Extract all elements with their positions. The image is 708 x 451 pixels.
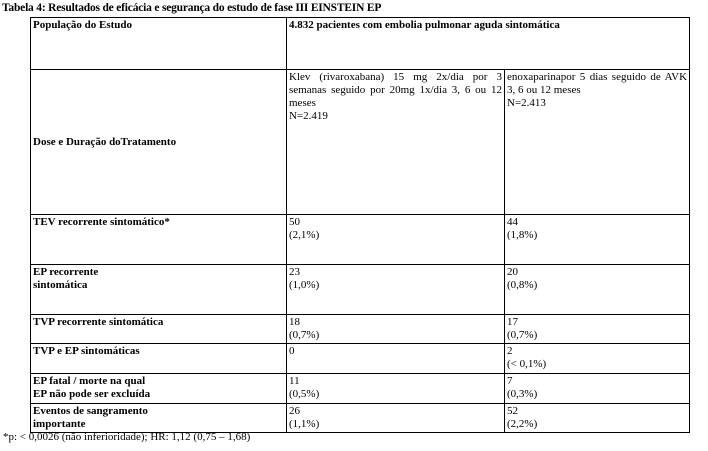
table-row [31,315,690,344]
rivaroxaban-result: 23 (1,0%) [287,265,505,315]
enoxaparin-treatment-text: enoxaparinapor 5 dias seguido de AVK 3, 6 ou 12 meses [507,71,688,96]
table-row [31,374,690,404]
enoxaparin-treatment-cell [505,70,690,215]
enoxaparin-result: 17 (0,7%) [505,315,690,344]
enoxaparin-result: 2 (< 0,1%) [505,344,690,374]
table-row [31,265,690,315]
enoxaparin-result: 20 (0,8%) [505,265,690,315]
enoxaparin-result: 52 (2,2%) [505,404,690,433]
row-label: EP fatal / morte na qual EP não pode ser excluída [31,374,287,404]
results-table [30,17,690,433]
rivaroxaban-result: 26 (1,1%) [287,404,505,433]
enoxaparin-n: N=2.413 [507,97,546,109]
table-row [31,215,690,265]
table-row [31,344,690,374]
rivaroxaban-n: N=2.419 [289,110,328,122]
rivaroxaban-treatment-cell [287,70,505,215]
treatment-label: Dose e Duração doTratamento [31,70,287,215]
table-row [31,404,690,433]
rivaroxaban-result: 18 (0,7%) [287,315,505,344]
treatment-row [31,70,690,215]
row-label: EP recorrente sintomática [31,265,287,315]
rivaroxaban-result: 0 [287,344,505,374]
population-row [31,18,690,70]
rivaroxaban-result: 50 (2,1%) [287,215,505,265]
rivaroxaban-result: 11 (0,5%) [287,374,505,404]
row-label: TEV recorrente sintomático* [31,215,287,265]
enoxaparin-result: 44 (1,8%) [505,215,690,265]
row-label: TVP e EP sintomáticas [31,344,287,374]
table-title: Tabela 4: Resultados de eficácia e segurança do estudo de fase III EINSTEIN EP [2,2,382,14]
footnote: *p: < 0,0026 (não inferioridade); HR: 1,12 (0,75 – 1,68) [3,431,251,443]
population-value: 4.832 pacientes com embolia pulmonar aguda sintomática [287,18,690,70]
rivaroxaban-treatment-text: Klev (rivaroxabana) 15 mg 2x/dia por 3 semanas seguido por 20mg 1x/dia 3, 6 ou 12 meses [289,71,502,109]
row-label: Eventos de sangramento importante [31,404,287,433]
enoxaparin-result: 7 (0,3%) [505,374,690,404]
population-label: População do Estudo [31,18,287,70]
row-label: TVP recorrente sintomática [31,315,287,344]
